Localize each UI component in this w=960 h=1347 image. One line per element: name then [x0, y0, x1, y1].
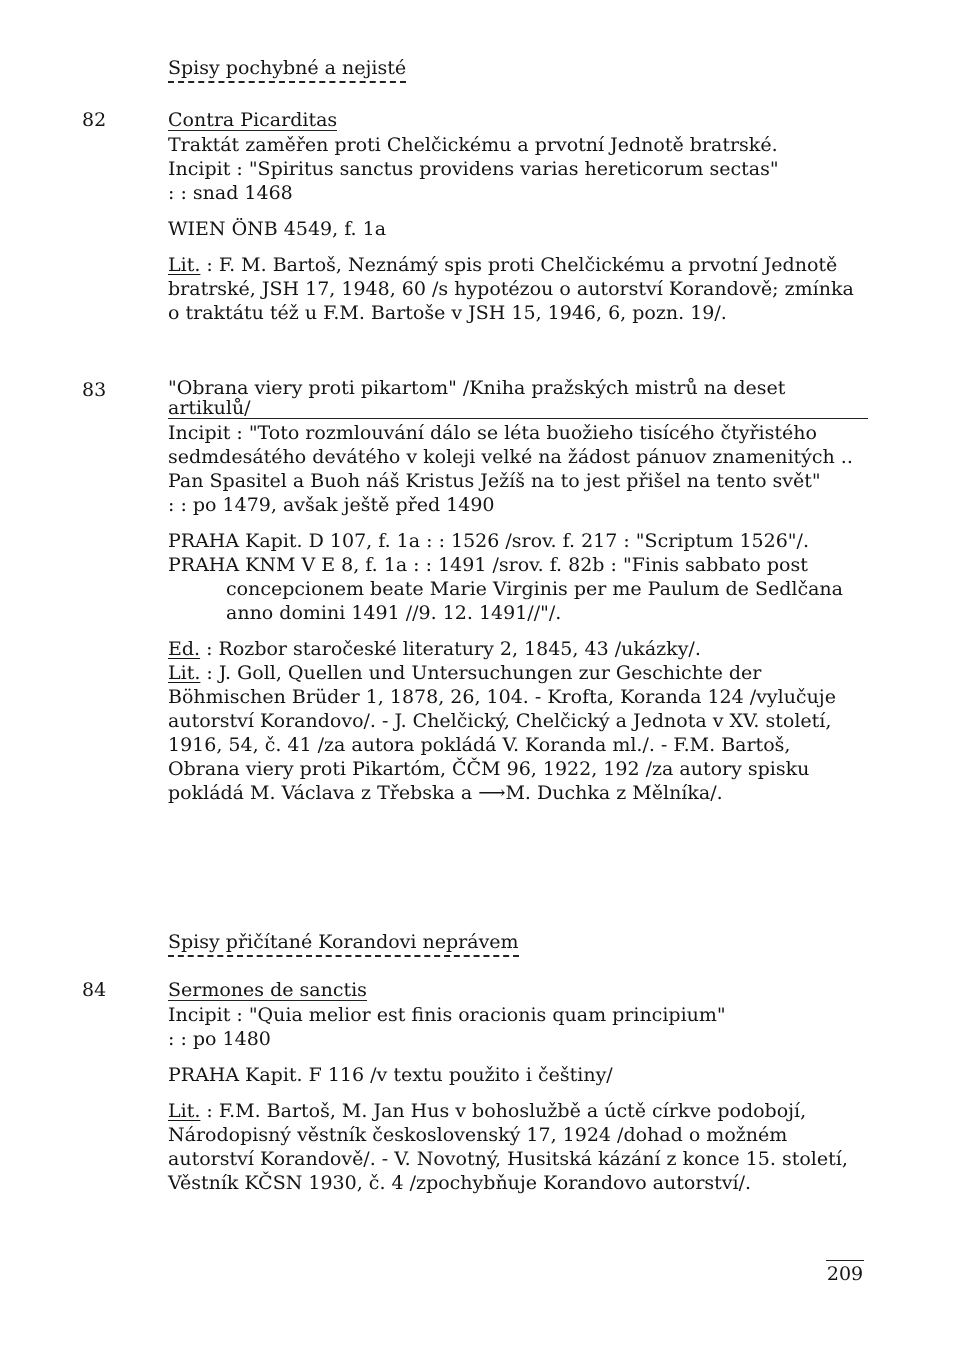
entry-literature: [168, 253, 868, 325]
entry-incipit: Incipit : "Spiritus sanctus providens varias hereticorum sectas": [168, 158, 779, 180]
entry-date: : : snad 1468: [168, 182, 293, 204]
lit-label: Lit.: [168, 662, 201, 684]
entry-number: 83: [82, 379, 107, 401]
ed-text: : Rozbor staročeské literatury 2, 1845, 43 /ukázky/.: [200, 638, 701, 660]
entry-incipit: Incipit : "Quia melior est finis oracionis quam principium": [168, 1004, 726, 1026]
entry-body: [168, 378, 868, 805]
entry-edition: [168, 637, 868, 661]
entry-body: [168, 978, 868, 1195]
section-heading-misattributed: Spisy přičítané Korandovi neprávem: [168, 930, 519, 957]
entry-source: PRAHA Kapit. D 107, f. 1a : : 1526 /srov. f. 217 : "Scriptum 1526"/.: [168, 530, 809, 552]
entry-incipit: Incipit : "Toto rozmlouvání dálo se léta buožieho tisícého čtyřistého sedmdesátého devátého v koleji velké na žádost pánuov znamenitých .. Pan Spasitel a Buoh náš Kristus Ježíš na to jest přišel na tento svět": [168, 422, 853, 492]
lit-label: Lit.: [168, 1100, 201, 1122]
entry-title: Sermones de sanctis: [168, 979, 367, 1001]
lit-label: Lit.: [168, 254, 201, 276]
entry-date: : : po 1480: [168, 1028, 271, 1050]
entry-source: WIEN ÖNB 4549, f. 1a: [168, 218, 387, 240]
entry-source: PRAHA KNM V E 8, f. 1a : : 1491 /srov. f. 82b : "Finis sabbato post concepcionem beate Marie Virginis per me Paulum de Sedlčana anno domini 1491 //9. 12. 1491//"/.: [168, 554, 843, 624]
entry-date: : : po 1479, avšak ještě před 1490: [168, 494, 495, 516]
page-number: 209: [826, 1260, 864, 1286]
section-heading-doubtful: Spisy pochybné a nejisté: [168, 56, 406, 83]
entry-description: Traktát zaměřen proti Chelčickému a prvotní Jednotě bratrské.: [168, 134, 778, 156]
entry-body: [168, 108, 868, 325]
lit-text: : J. Goll, Quellen und Untersuchungen zur Geschichte der Böhmischen Brüder 1, 1878, 26, 104. - Krofta, Koranda 124 /vylučuje autorství Korandovo/. - J. Chelčický, Chelčický a Jednota v XV. století, 1916, 54, č. 41 /za autora pokládá V. Koranda ml./. - F.M. Bartoš, Obrana viery proti Pikartóm, ČČM 96, 1922, 192 /za autory spisku pokládá M. Václava z Třebska a ⟶M. Duchka z Mělníka/.: [168, 662, 836, 804]
entry-literature: [168, 1099, 868, 1195]
entry-literature: [168, 661, 868, 805]
lit-text: : F. M. Bartoš, Neznámý spis proti Chelčickému a prvotní Jednotě bratrské, JSH 17, 1948, 60 /s hypotézou o autorství Korandově; zmínka o traktátu též u F.M. Bartoše v JSH 15, 1946, 6, pozn. 19/.: [168, 254, 854, 324]
entry-number: 82: [82, 109, 107, 131]
entry-number: 84: [82, 979, 107, 1001]
lit-text: : F.M. Bartoš, M. Jan Hus v bohoslužbě a úctě církve podobojí, Národopisný věstník československý 17, 1924 /dohad o možném autorství Korandově/. - V. Novotný, Husitská kázání z konce 15. století, Věstník KČSN 1930, č. 4 /zpochybňuje Korandovo autorství/.: [168, 1100, 848, 1194]
entry-title: "Obrana viery proti pikartom" /Kniha pražských mistrů na deset artikulů/: [168, 378, 868, 419]
ed-label: Ed.: [168, 638, 201, 660]
entry-source: PRAHA Kapit. F 116 /v textu použito i češtiny/: [168, 1064, 613, 1086]
entry-title: Contra Picarditas: [168, 109, 338, 131]
